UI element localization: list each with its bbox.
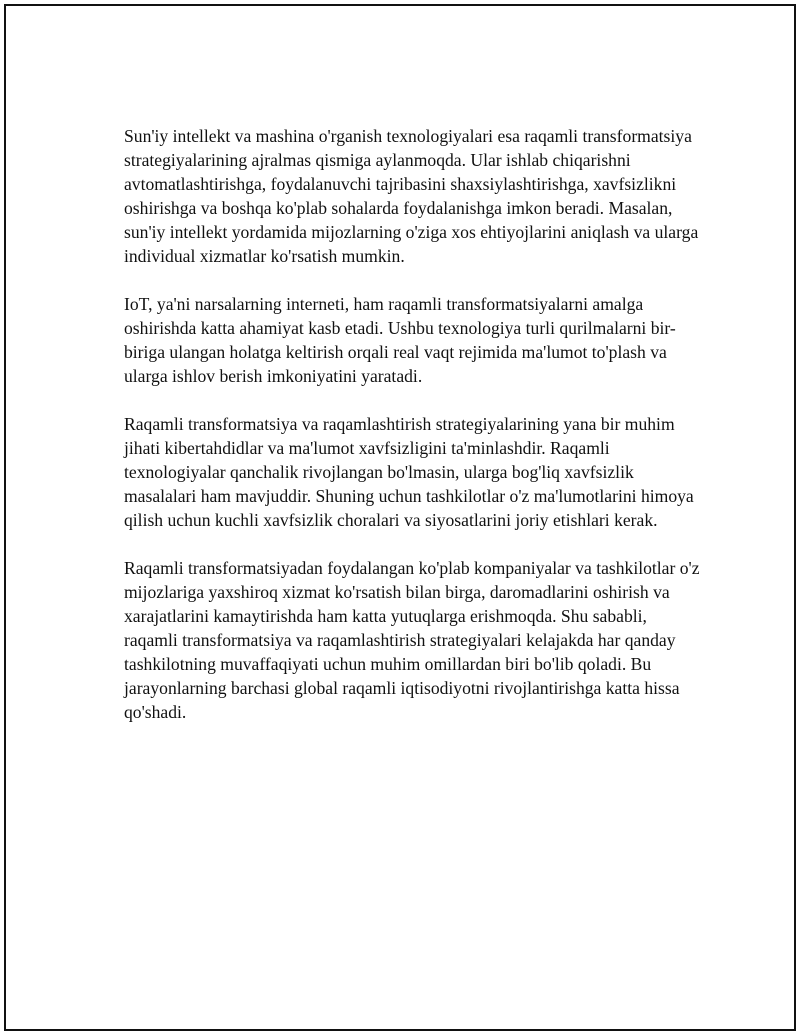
paragraph-cybersecurity: Raqamli transformatsiya va raqamlashtirish strategiyalarining yana bir muhim jihati kibertahdidlar va ma'lumot xavfsizligini ta'minlashdir. Raqamli texnologiyalar qanchalik rivojlangan bo'lmasin, ularga bog'liq xavfsizlik masalalari ham mavjuddir. Shuning uchun tashkilotlar o'z ma'lumotlarini himoya qilish uchun kuchli xavfsizlik choralari va siyosatlarini joriy etishlari kerak.	[124, 414, 694, 530]
document-body	[124, 124, 704, 748]
paragraph-ai-ml: Sun'iy intellekt va mashina o'rganish texnologiyalari esa raqamli transformatsiya strategiyalarining ajralmas qismiga aylanmoqda. Ular ishlab chiqarishni avtomatlashtirishga, foydalanuvchi tajribasini shaxsiylashtirishga, xavfsizlikni oshirishga va boshqa ko'plab sohalarda foydalanishga imkon beradi. Masalan, sun'iy intellekt yordamida mijozlarning o'ziga xos ehtiyojlarini aniqlash va ularga individual xizmatlar ko'rsatish mumkin.	[124, 126, 699, 266]
page-border	[4, 4, 796, 1031]
paragraph-benefits: Raqamli transformatsiyadan foydalangan ko'plab kompaniyalar va tashkilotlar o'z mijozlariga yaxshiroq xizmat ko'rsatish bilan birga, daromadlarini oshirish va xarajatlarini kamaytirishda ham katta yutuqlarga erishmoqda. Shu sababli, raqamli transformatsiya va raqamlashtirish strategiyalari kelajakda har qanday tashkilotning muvaffaqiyati uchun muhim omillardan biri bo'lib qoladi. Bu jarayonlarning barchasi global raqamli iqtisodiyotni rivojlantirishga katta hissa qo'shadi.	[124, 558, 700, 722]
paragraph-iot: IoT, ya'ni narsalarning interneti, ham raqamli transformatsiyalarni amalga oshirishda katta ahamiyat kasb etadi. Ushbu texnologiya turli qurilmalarni bir-biriga ulangan holatga keltirish orqali real vaqt rejimida ma'lumot to'plash va ularga ishlov berish imkoniyatini yaratadi.	[124, 294, 676, 386]
